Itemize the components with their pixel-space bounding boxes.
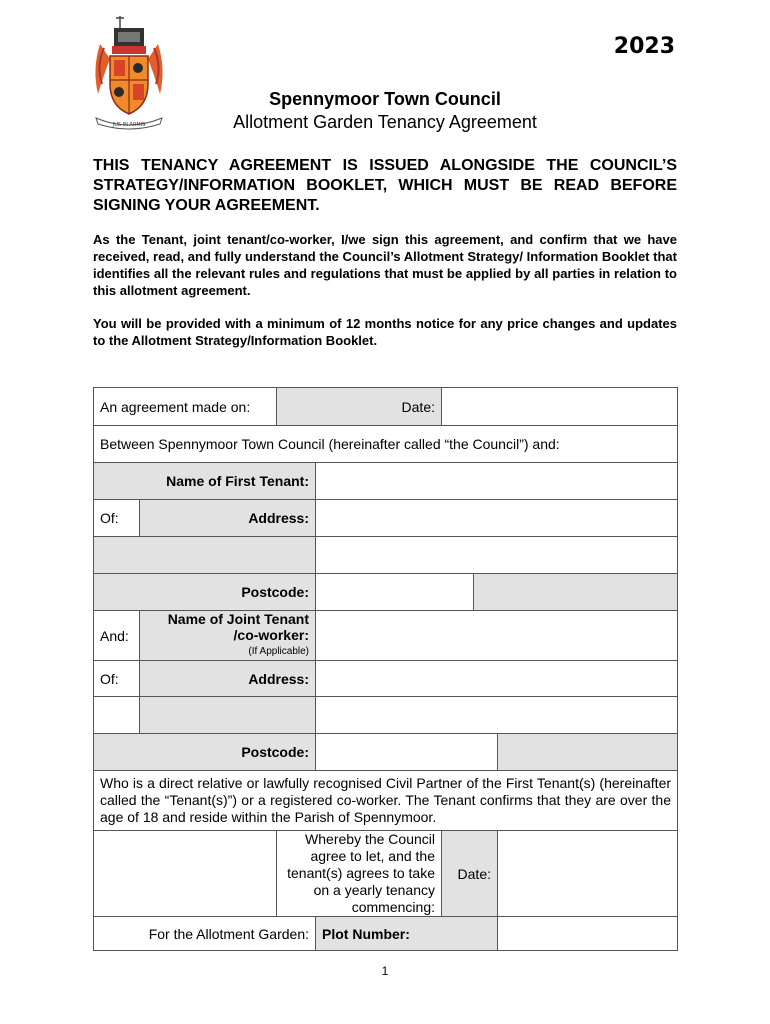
tenancy-start-date-label: Date: xyxy=(442,831,498,917)
tenancy-form-table xyxy=(93,387,678,951)
first-tenant-postcode-field[interactable] xyxy=(316,574,474,611)
agreement-date-label: Date: xyxy=(277,388,442,426)
price-change-notice-paragraph: You will be provided with a minimum of 12 months notice for any price changes and updates to the Allotment Strategy/Information Booklet. xyxy=(93,316,677,348)
blank-shaded-cell xyxy=(498,734,678,771)
joint-tenant-postcode-label: Postcode: xyxy=(94,734,316,771)
blank-shaded-cell xyxy=(140,697,316,734)
whereby-statement: Whereby the Council agree to let, and the tenant(s) agrees to take on a yearly tenancy commencing: xyxy=(277,831,442,917)
relative-statement: Who is a direct relative or lawfully recognised Civil Partner of the First Tenant(s) (hereinafter called the “Tenant(s)”) or a registered co-worker. The Tenant confirms that they are over the age of 18 and reside within the Parish of Spennymoor. xyxy=(94,771,678,831)
of-label: Of: xyxy=(94,500,140,537)
blank-shaded-cell xyxy=(94,537,316,574)
joint-tenant-address-label: Address: xyxy=(140,661,316,697)
blank-shaded-cell xyxy=(474,574,678,611)
if-applicable-note: (If Applicable) xyxy=(248,646,309,657)
joint-tenant-name-field[interactable] xyxy=(316,611,678,661)
plot-number-label: Plot Number: xyxy=(316,917,498,951)
council-name: Spennymoor Town Council xyxy=(269,89,501,109)
joint-tenant-label-line2: /co-worker: xyxy=(233,627,309,643)
between-statement: Between Spennymoor Town Council (hereinafter called “the Council”) and: xyxy=(94,426,678,463)
and-label: And: xyxy=(94,611,140,661)
of-label: Of: xyxy=(94,661,140,697)
agreement-made-on-label: An agreement made on: xyxy=(94,388,277,426)
page-number: 1 xyxy=(381,964,389,978)
tenant-confirmation-paragraph: As the Tenant, joint tenant/co-worker, I/we sign this agreement, and confirm that we have received, read, and fully understand the Council’s Allotment Strategy/ Information Booklet that identifies all the relevant rules and regulations that must be applied by all parties in relation to this allotment agreement. xyxy=(93,232,677,298)
joint-tenant-address-field-line1[interactable] xyxy=(316,661,678,697)
plot-number-field[interactable] xyxy=(498,917,678,951)
first-tenant-address-field-line2[interactable] xyxy=(316,537,678,574)
crest-motto: JUS IN ARMIS xyxy=(112,122,146,128)
first-tenant-postcode-label: Postcode: xyxy=(94,574,316,611)
joint-tenant-name-label xyxy=(140,611,316,661)
tenancy-start-date-field[interactable] xyxy=(498,831,678,917)
joint-tenant-postcode-field[interactable] xyxy=(316,734,498,771)
first-tenant-name-field[interactable] xyxy=(316,463,678,500)
document-year: 2023 xyxy=(613,34,675,59)
blank-cell xyxy=(94,697,140,734)
blank-cell xyxy=(94,831,277,917)
first-tenant-address-field-line1[interactable] xyxy=(316,500,678,537)
first-tenant-address-label: Address: xyxy=(140,500,316,537)
document-title: Allotment Garden Tenancy Agreement xyxy=(233,112,537,132)
notice-heading: THIS TENANCY AGREEMENT IS ISSUED ALONGSIDE THE COUNCIL’S STRATEGY/INFORMATION BOOKLET, WHICH MUST BE READ BEFORE SIGNING YOUR AGREEMENT. xyxy=(93,157,677,214)
agreement-date-field[interactable] xyxy=(442,388,678,426)
joint-tenant-address-field-line2[interactable] xyxy=(316,697,678,734)
joint-tenant-label-line1: Name of Joint Tenant xyxy=(167,611,309,627)
allotment-garden-label: For the Allotment Garden: xyxy=(94,917,316,951)
first-tenant-name-label: Name of First Tenant: xyxy=(94,463,316,500)
